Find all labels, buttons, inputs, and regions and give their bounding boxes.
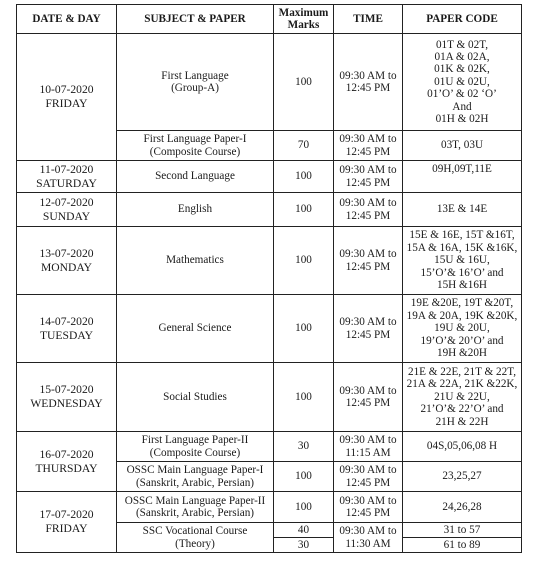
marks-cell: 100: [274, 34, 334, 131]
table-row: [17, 161, 522, 193]
code-cell: 15E & 16E, 15T &16T, 15A & 16A, 15K &16K, 15U & 16U, 15’O’& 16’O’ and 15H &16H: [403, 227, 522, 295]
date-text: 10-07-2020: [39, 83, 94, 96]
code-cell: 13E & 14E: [403, 193, 522, 227]
code-cell: 03T, 03U: [403, 131, 522, 161]
day-text: FRIDAY: [45, 97, 88, 110]
date-text: 15-07-2020: [39, 383, 94, 396]
table-row: [17, 227, 522, 295]
date-text: 11-07-2020: [39, 162, 94, 176]
date-cell: [17, 492, 117, 553]
subject-cell: OSSC Main Language Paper-I (Sanskrit, Arabic, Persian): [117, 462, 274, 492]
time-cell: 09:30 AM to 12:45 PM: [334, 193, 403, 227]
header-marks: Maximum Marks: [274, 5, 334, 34]
date-cell: [17, 363, 117, 432]
marks-cell: 30: [274, 538, 334, 553]
subject-cell: First Language Paper-I (Composite Course): [117, 131, 274, 161]
day-text: SUNDAY: [42, 209, 91, 223]
date-text: 13-07-2020: [39, 246, 94, 260]
date-text: 14-07-2020: [39, 314, 94, 328]
time-cell: 09:30 AM to 12:45 PM: [334, 131, 403, 161]
subject-cell: OSSC Main Language Paper-II (Sanskrit, Arabic, Persian): [117, 492, 274, 523]
day-text: FRIDAY: [45, 522, 88, 535]
time-cell: 09:30 AM to 12:45 PM: [334, 363, 403, 432]
time-cell: 09:30 AM to 12:45 PM: [334, 227, 403, 295]
code-cell: 21E & 22E, 21T & 22T, 21A & 22A, 21K &22K, 21U & 22U, 21’O’& 22’O’ and 21H & 22H: [403, 363, 522, 432]
subject-cell: SSC Vocational Course (Theory): [117, 523, 274, 553]
header-date: DATE & DAY: [17, 5, 117, 34]
day-text: SATURDAY: [36, 176, 97, 190]
marks-cell: 40: [274, 523, 334, 538]
subject-cell: General Science: [117, 295, 274, 363]
time-cell: 09:30 AM to 12:45 PM: [334, 462, 403, 492]
marks-cell: 100: [274, 193, 334, 227]
code-cell: 23,25,27: [403, 462, 522, 492]
table-row: [17, 34, 522, 131]
day-text: MONDAY: [40, 260, 93, 274]
code-cell: 61 to 89: [403, 538, 522, 553]
header-subject: SUBJECT & PAPER: [117, 5, 274, 34]
code-cell: 31 to 57: [403, 523, 522, 538]
time-cell: 09:30 AM to 12:45 PM: [334, 34, 403, 131]
marks-cell: 30: [274, 432, 334, 462]
date-text: 12-07-2020: [39, 195, 94, 209]
marks-cell: 100: [274, 363, 334, 432]
table-row: [17, 363, 522, 432]
code-cell: 04S,05,06,08 H: [403, 432, 522, 462]
code-cell: 19E &20E, 19T &20T, 19A & 20A, 19K &20K, 19U & 20U, 19’O’& 20’O’ and 19H &20H: [403, 295, 522, 363]
table-row: [17, 432, 522, 462]
code-cell: 01T & 02T, 01A & 02A, 01K & 02K, 01U & 02U, 01’O’ & 02 ‘O’ And 01H & 02H: [403, 34, 522, 131]
date-text: 16-07-2020: [39, 447, 94, 461]
date-cell: [17, 432, 117, 492]
time-cell: 09:30 AM to 12:45 PM: [334, 492, 403, 523]
date-cell: [17, 227, 117, 295]
marks-cell: 100: [274, 227, 334, 295]
code-cell: 24,26,28: [403, 492, 522, 523]
table-row: [17, 492, 522, 523]
subject-cell: First Language Paper-II (Composite Course): [117, 432, 274, 462]
date-cell: [17, 161, 117, 193]
day-text: THURSDAY: [35, 461, 98, 475]
table-row: [17, 193, 522, 227]
date-text: 17-07-2020: [39, 508, 94, 521]
marks-cell: 100: [274, 492, 334, 523]
header-row: [17, 5, 522, 34]
day-text: WEDNESDAY: [30, 397, 103, 410]
exam-schedule-table: [16, 4, 522, 553]
day-text: TUESDAY: [39, 328, 94, 342]
date-cell: [17, 34, 117, 161]
time-cell: 09:30 AM to 12:45 PM: [334, 295, 403, 363]
code-cell: 09H,09T,11E: [403, 161, 522, 193]
subject-cell: English: [117, 193, 274, 227]
time-cell: 09:30 AM to 11:15 AM: [334, 432, 403, 462]
time-cell: 09:30 AM to 12:45 PM: [334, 161, 403, 193]
header-code: PAPER CODE: [403, 5, 522, 34]
date-cell: [17, 193, 117, 227]
marks-cell: 100: [274, 161, 334, 193]
marks-cell: 70: [274, 131, 334, 161]
header-time: TIME: [334, 5, 403, 34]
marks-cell: 100: [274, 295, 334, 363]
marks-cell: 100: [274, 462, 334, 492]
subject-cell: First Language (Group-A): [117, 34, 274, 131]
date-cell: [17, 295, 117, 363]
time-cell: 09:30 AM to 11:30 AM: [334, 523, 403, 553]
subject-cell: Social Studies: [117, 363, 274, 432]
subject-cell: Second Language: [117, 161, 274, 193]
table-row: [17, 295, 522, 363]
subject-cell: Mathematics: [117, 227, 274, 295]
